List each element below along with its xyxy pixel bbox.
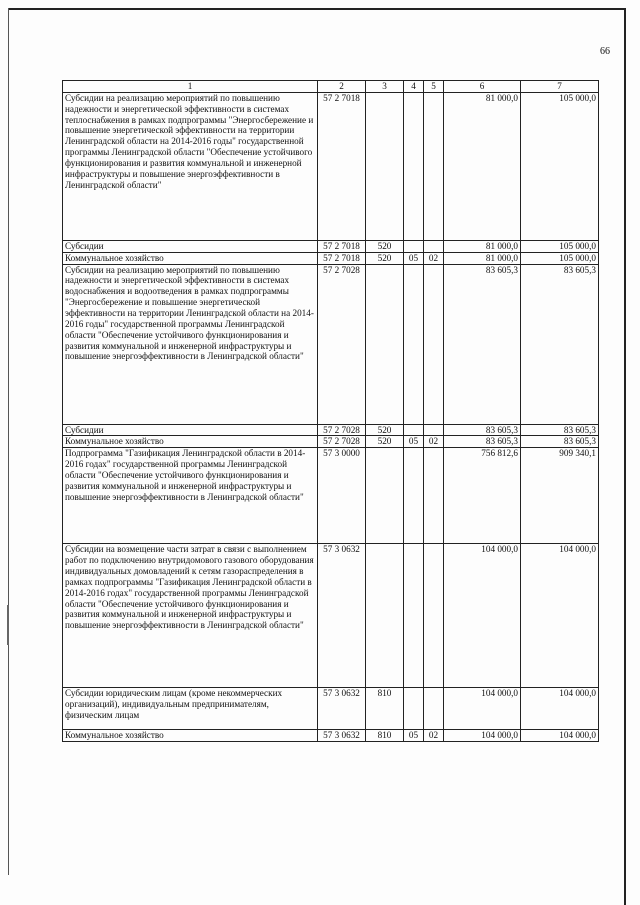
row-code: 57 3 0632 <box>318 688 366 730</box>
page-number: 66 <box>600 46 610 57</box>
row-rz <box>404 448 424 544</box>
row-code: 57 3 0632 <box>318 730 366 742</box>
row-vr: 520 <box>366 424 404 436</box>
row-name: Коммунальное хозяйство <box>63 436 318 448</box>
row-rz <box>404 240 424 252</box>
row-sum-2: 83 605,3 <box>521 436 599 448</box>
scan-artifact-mark <box>7 605 9 645</box>
row-pr <box>424 544 444 688</box>
scan-top-edge <box>8 8 626 10</box>
row-sum-2: 83 605,3 <box>521 264 599 424</box>
row-pr <box>424 448 444 544</box>
row-pr: 02 <box>424 730 444 742</box>
row-rz: 05 <box>404 436 424 448</box>
row-name: Субсидии <box>63 240 318 252</box>
row-code: 57 2 7018 <box>318 252 366 264</box>
row-sum-1: 104 000,0 <box>444 688 521 730</box>
row-name: Коммунальное хозяйство <box>63 252 318 264</box>
row-rz <box>404 688 424 730</box>
row-sum-2: 83 605,3 <box>521 424 599 436</box>
row-code: 57 3 0000 <box>318 448 366 544</box>
col-header-4: 4 <box>404 81 424 93</box>
row-rz <box>404 92 424 240</box>
row-pr <box>424 92 444 240</box>
row-name: Субсидии на реализацию мероприятий по повышению надежности и энергетической эффективности в системах водоснабжения и водоотведения в рамках подпрограммы "Энергосбережение и повышение энергетической эффективности на территории Ленинградской области на 2014-2016 годы" государственной программы Ленинградской области "Обеспечение устойчивого функционирования и развития коммунальной и инженерной инфраструктуры и повышение энергоэффективности в Ленинградской области" <box>63 264 318 424</box>
col-header-6: 6 <box>444 81 521 93</box>
row-vr: 520 <box>366 436 404 448</box>
row-sum-1: 81 000,0 <box>444 252 521 264</box>
scan-left-edge <box>8 8 9 875</box>
row-vr: 810 <box>366 688 404 730</box>
row-sum-1: 81 000,0 <box>444 92 521 240</box>
table-row <box>63 730 599 742</box>
col-header-7: 7 <box>521 81 599 93</box>
row-name: Субсидии на реализацию мероприятий по повышению надежности и энергетической эффективности в системах теплоснабжения в рамках подпрограммы "Энергосбережение и повышение энергетической эффективности на территории Ленинградской области на 2014-2016 годы" государственной программы Ленинградской области "Обеспечение устойчивого функционирования и развития коммунальной и инженерной инфраструктуры и повышение энергоэффективности в Ленинградской области" <box>63 92 318 240</box>
budget-table <box>62 80 599 742</box>
row-rz <box>404 544 424 688</box>
col-header-2: 2 <box>318 81 366 93</box>
row-vr <box>366 92 404 240</box>
row-name: Субсидии <box>63 424 318 436</box>
row-vr <box>366 544 404 688</box>
row-rz: 05 <box>404 730 424 742</box>
table-row <box>63 544 599 688</box>
col-header-5: 5 <box>424 81 444 93</box>
row-sum-2: 104 000,0 <box>521 730 599 742</box>
row-pr <box>424 240 444 252</box>
row-sum-1: 104 000,0 <box>444 730 521 742</box>
table-row <box>63 264 599 424</box>
row-name: Субсидии на возмещение части затрат в связи с выполнением работ по подключению внутридомового газового оборудования индивидуальных домовладений к сетям газораспределения в рамках подпрограммы "Газификация Ленинградской области в 2014-2016 годах" государственной программы Ленинградской области "Обеспечение устойчивого функционирования и развития коммунальной и инженерной инфраструктуры и повышение энергоэффективности в Ленинградской области" <box>63 544 318 688</box>
table-row <box>63 448 599 544</box>
row-name: Субсидии юридическим лицам (кроме некоммерческих организаций), индивидуальным предпринимателям, физическим лицам <box>63 688 318 730</box>
row-sum-2: 105 000,0 <box>521 252 599 264</box>
row-code: 57 3 0632 <box>318 544 366 688</box>
row-sum-1: 81 000,0 <box>444 240 521 252</box>
row-name: Подпрограмма "Газификация Ленинградской области в 2014-2016 годах" государственной программы Ленинградской области "Обеспечение устойчивого функционирования и развития коммунальной и инженерной инфраструктуры и повышение энергоэффективности в Ленинградской области" <box>63 448 318 544</box>
row-vr: 520 <box>366 240 404 252</box>
row-code: 57 2 7028 <box>318 424 366 436</box>
row-sum-1: 83 605,3 <box>444 436 521 448</box>
table-row <box>63 92 599 240</box>
table-row <box>63 688 599 730</box>
row-vr: 810 <box>366 730 404 742</box>
row-code: 57 2 7018 <box>318 240 366 252</box>
row-sum-1: 756 812,6 <box>444 448 521 544</box>
row-vr: 520 <box>366 252 404 264</box>
row-pr <box>424 424 444 436</box>
row-sum-1: 83 605,3 <box>444 264 521 424</box>
table-header-row <box>63 81 599 93</box>
table-row <box>63 424 599 436</box>
row-sum-2: 105 000,0 <box>521 240 599 252</box>
row-pr <box>424 688 444 730</box>
col-header-1: 1 <box>63 81 318 93</box>
table-row <box>63 436 599 448</box>
scan-right-edge <box>624 8 626 905</box>
col-header-3: 3 <box>366 81 404 93</box>
row-rz <box>404 264 424 424</box>
row-sum-2: 104 000,0 <box>521 544 599 688</box>
row-rz: 05 <box>404 252 424 264</box>
row-code: 57 2 7028 <box>318 436 366 448</box>
row-vr <box>366 448 404 544</box>
row-sum-1: 83 605,3 <box>444 424 521 436</box>
row-code: 57 2 7018 <box>318 92 366 240</box>
row-rz <box>404 424 424 436</box>
row-sum-1: 104 000,0 <box>444 544 521 688</box>
table-row <box>63 252 599 264</box>
row-pr: 02 <box>424 252 444 264</box>
row-sum-2: 909 340,1 <box>521 448 599 544</box>
row-pr: 02 <box>424 436 444 448</box>
row-vr <box>366 264 404 424</box>
row-pr <box>424 264 444 424</box>
table-row <box>63 240 599 252</box>
row-name: Коммунальное хозяйство <box>63 730 318 742</box>
row-sum-2: 105 000,0 <box>521 92 599 240</box>
row-sum-2: 104 000,0 <box>521 688 599 730</box>
row-code: 57 2 7028 <box>318 264 366 424</box>
